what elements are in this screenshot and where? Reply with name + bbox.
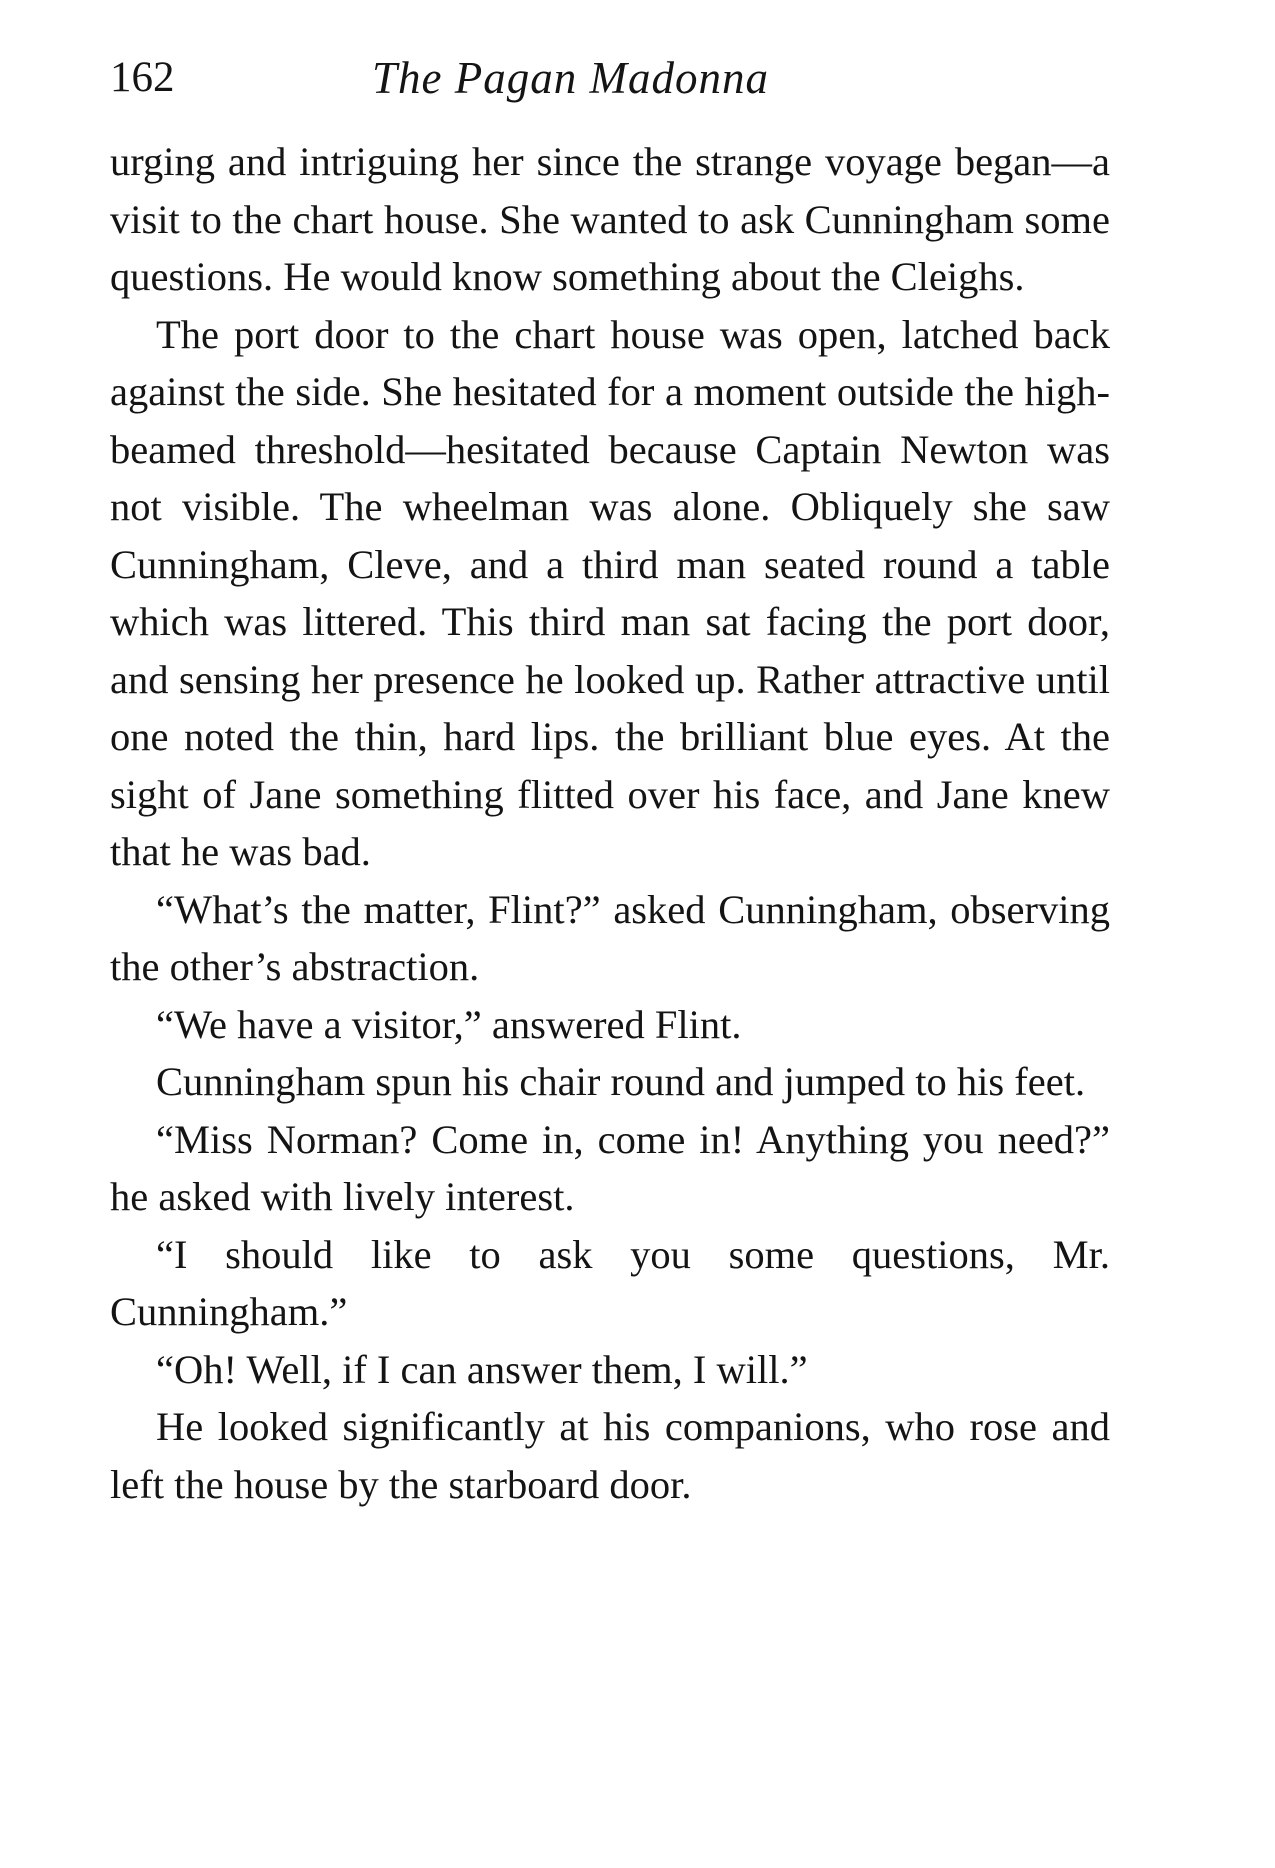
page-number: 162 (110, 54, 175, 101)
paragraph-continued: urging and intriguing her since the strange voyage began—a visit to the chart house. She wanted to ask Cunningham some questions. He would know something about the Cleighs. (110, 139, 1110, 299)
paragraph-dialogue-answer: “Oh! Well, if I can answer them, I will.” (156, 1346, 808, 1392)
paragraph-dialogue-visitor: “We have a visitor,” answered Flint. (156, 1001, 742, 1047)
paragraph-dialogue-questions: “I should like to ask you some questions, Mr. Cunningham.” (110, 1231, 1110, 1334)
running-title: The Pagan Madonna (372, 53, 769, 103)
page-header (110, 48, 1110, 108)
paragraph-cunningham-jumps: Cunningham spun his chair round and jumped to his feet. (156, 1059, 1086, 1104)
paragraph-companions-leave: He looked significantly at his companions, who rose and left the house by the starboard door. (110, 1404, 1110, 1507)
paragraph-dialogue-miss-norman: “Miss Norman? Come in, come in! Anything you need?” he asked with lively interest. (110, 1116, 1110, 1219)
body-text (110, 133, 1110, 1513)
paragraph-chart-house: The port door to the chart house was open, latched back against the side. She hesitated for a moment outside the high-beamed threshold—hesitated because Captain Newton was not visible. The wheelman was alone. Obliquely she saw Cunningham, Cleve, and a third man seated round a table which was littered. This third man sat facing the port door, and sensing her presence he looked up. Rather attractive until one noted the thin, hard lips. the brilliant blue eyes. At the sight of Jane something flitted over his face, and Jane knew that he was bad. (110, 311, 1110, 874)
paragraph-dialogue-matter: “What’s the matter, Flint?” asked Cunningham, observing the other’s abstraction. (110, 886, 1110, 989)
